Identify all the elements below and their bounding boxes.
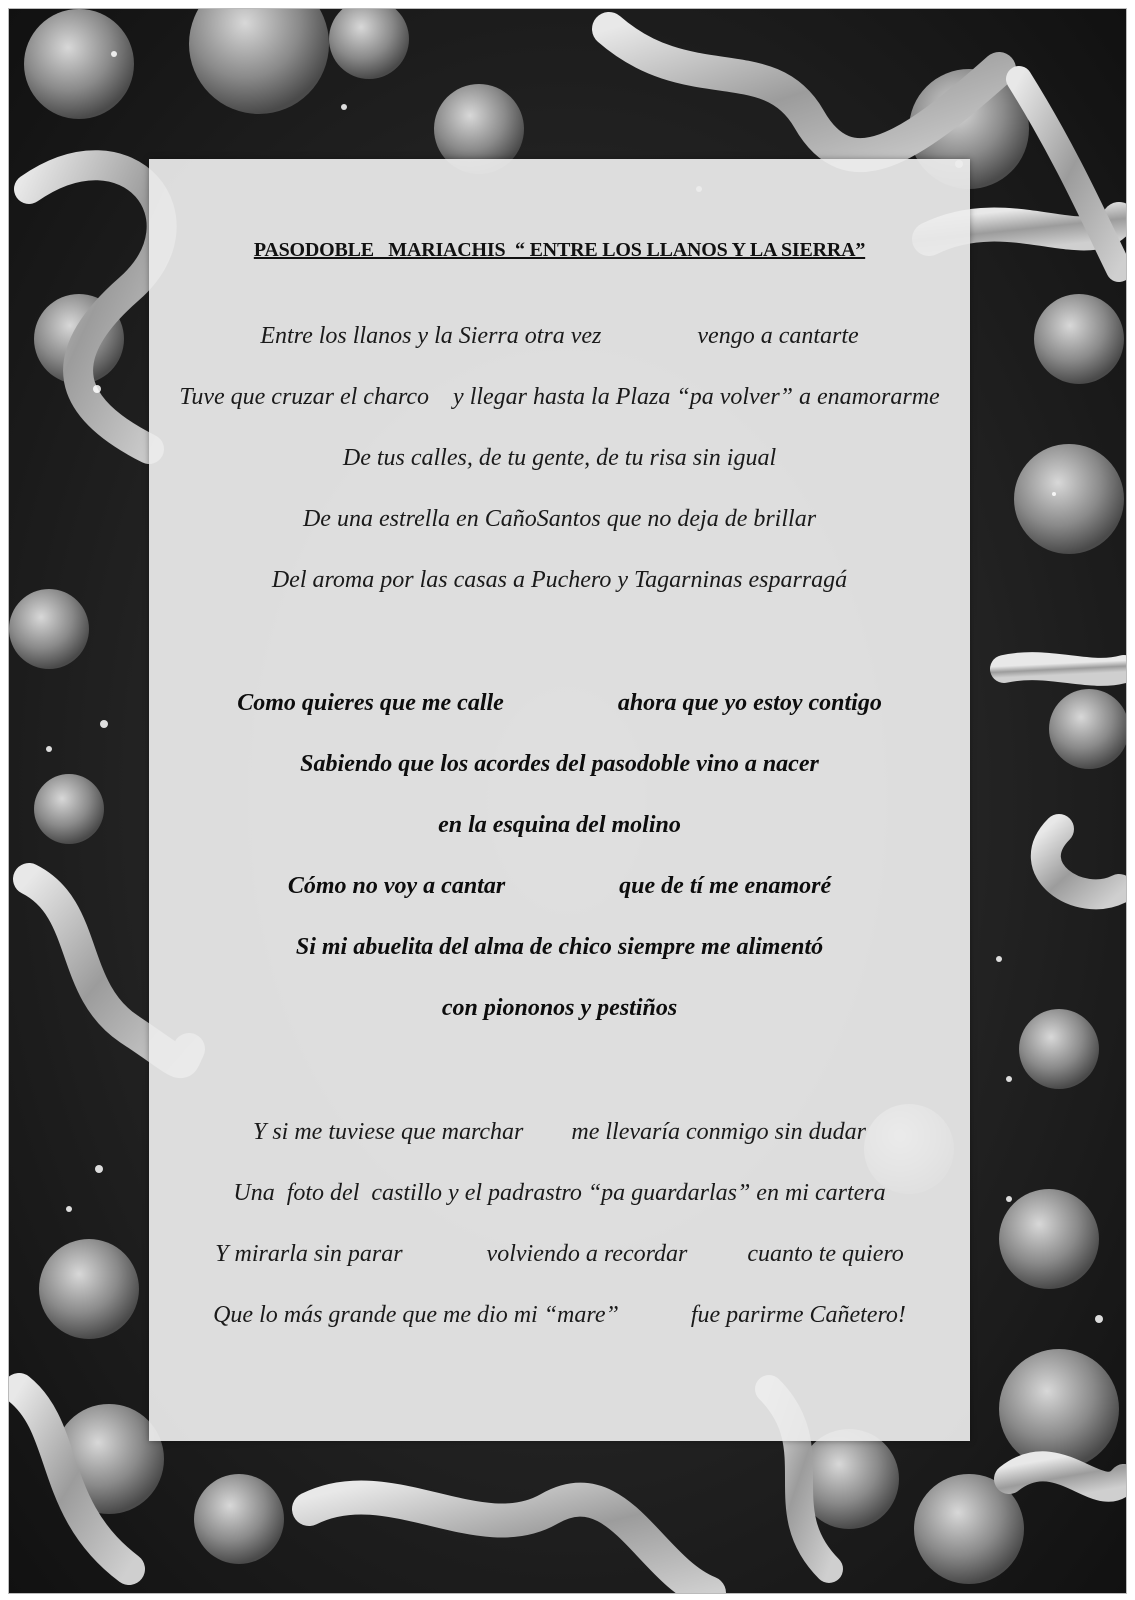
verse-line: Entre los llanos y la Sierra otra vez vengo a cantarte xyxy=(260,323,859,349)
verse-line: De tus calles, de tu gente, de tu risa sin igual xyxy=(342,445,777,471)
chorus-line: Cómo no voy a cantar que de tí me enamoré xyxy=(287,873,832,899)
verse-line: Tuve que cruzar el charco y llegar hasta la Plaza “pa volver” a enamorarme xyxy=(179,384,940,410)
verse-line: Del aroma por las casas a Puchero y Tagarninas esparragá xyxy=(271,567,848,593)
page xyxy=(8,8,1127,1594)
chorus-line: en la esquina del molino xyxy=(438,812,681,838)
verse-line: Que lo más grande que me dio mi “mare” fue parirme Cañetero! xyxy=(213,1302,906,1328)
verse-line: Una foto del castillo y el padrastro “pa guardarlas” en mi cartera xyxy=(233,1180,886,1206)
chorus-line: con piononos y pestiños xyxy=(441,995,678,1021)
verse-line: Y si me tuviese que marchar me llevaría conmigo sin dudar xyxy=(252,1119,867,1145)
chorus-line: Como quieres que me calle ahora que yo estoy contigo xyxy=(237,690,882,716)
song-title: PASODOBLE MARIACHIS “ ENTRE LOS LLANOS Y LA SIERRA” xyxy=(253,239,866,261)
verse-line: De una estrella en CañoSantos que no deja de brillar xyxy=(302,506,817,532)
chorus-line: Sabiendo que los acordes del pasodoble vino a nacer xyxy=(300,751,819,777)
chorus-line: Si mi abuelita del alma de chico siempre me alimentó xyxy=(295,934,824,960)
verse-line: Y mirarla sin parar volviendo a recordar cuanto te quiero xyxy=(215,1241,904,1267)
lyrics-sheet xyxy=(149,159,970,1441)
